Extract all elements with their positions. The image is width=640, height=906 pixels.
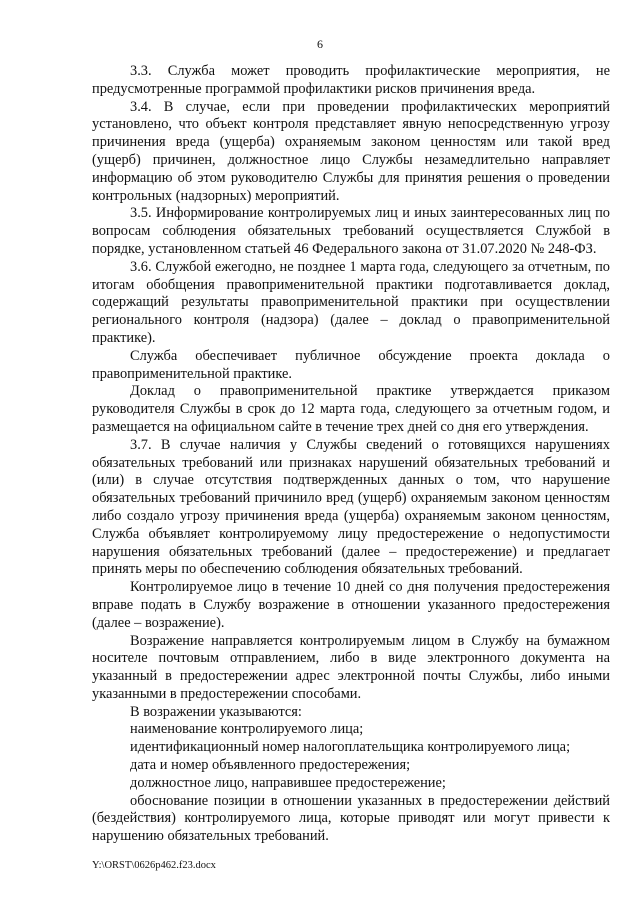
paragraph-3-5: 3.5. Информирование контролируемых лиц и иных заинтересованных лиц по вопросам соблюдения обязательных требований осуществляется Службой в порядке, установленном статьей 46 Федерального закона от 31.07.2020 № 248-ФЗ. xyxy=(92,205,610,257)
paragraph-3-4: 3.4. В случае, если при проведении профилактических мероприятий установлено, что объект контроля представляет явную непосредственную угрозу причинения вреда (ущерба) охраняемым законом ценностям или такой вред (ущерб) причинен, должностное лицо Службы незамедлительно направляет информацию об этом руководителю Службы для принятия решения о проведении контрольных (надзорных) мероприятий. xyxy=(92,98,610,204)
paragraph-public-discussion: Служба обеспечивает публичное обсуждение проекта доклада о правоприменительной практике. xyxy=(92,347,610,382)
list-item: наименование контролируемого лица; xyxy=(130,721,364,738)
paragraph-objection-right: Контролируемое лицо в течение 10 дней со дня получения предостережения вправе подать в Службу возражение в отношении указанного предостережения (далее – возражение). xyxy=(92,579,610,631)
list-item: идентификационный номер налогоплательщика контролируемого лица; xyxy=(130,739,571,756)
paragraph-3-6: 3.6. Службой ежегодно, не позднее 1 марта года, следующего за отчетным, по итогам обобщения правоприменительной практики подготавливается доклад, содержащий результаты правоприменительной практики при осуществлении регионального контроля (надзора) (далее – доклад о правоприменительной практике). xyxy=(92,258,610,346)
document-body xyxy=(92,63,610,846)
file-path-footer: Y:\ORST\0626p462.f23.docx xyxy=(92,860,216,871)
paragraph-3-3: 3.3. Служба может проводить профилактические мероприятия, не предусмотренные программой профилактики рисков причинения вреда. xyxy=(92,63,610,97)
paragraph-objection-delivery: Возражение направляется контролируемым лицом в Службу на бумажном носителе почтовым отправлением, либо в виде электронного документа на указанный в предостережении адрес электронной почты Службы, либо иными указанными в предостережении способами. xyxy=(92,632,610,702)
page-number: 6 xyxy=(317,37,323,51)
paragraph-objection-contents-intro: В возражении указываются: xyxy=(130,703,302,720)
paragraph-report-approval: Доклад о правоприменительной практике утверждается приказом руководителя Службы в срок до 12 марта года, следующего за отчетным годом, и размещается на официальном сайте в течение трех дней со дня его утверждения. xyxy=(92,383,610,435)
list-item: обоснование позиции в отношении указанных в предостережении действий (бездействия) контролируемого лица, которые приводят или могут привести к нарушению обязательных требований. xyxy=(92,792,610,845)
list-item: дата и номер объявленного предостережения; xyxy=(130,757,411,774)
paragraph-3-7: 3.7. В случае наличия у Службы сведений о готовящихся нарушениях обязательных требований или признаках нарушений обязательных требований и (или) в случае отсутствия подтвержденных данных о том, что нарушение обязательных требований причинило вред (ущерб) охраняемым законом ценностям либо создало угрозу причинения вреда (ущерба) охраняемым законом ценностям, Служба объявляет контролируемому лицу предостережение о недопустимости нарушения обязательных требований (далее – предостережение) и предлагает принять меры по обеспечению соблюдения обязательных требований. xyxy=(92,436,610,578)
list-item: должностное лицо, направившее предостережение; xyxy=(130,774,446,791)
